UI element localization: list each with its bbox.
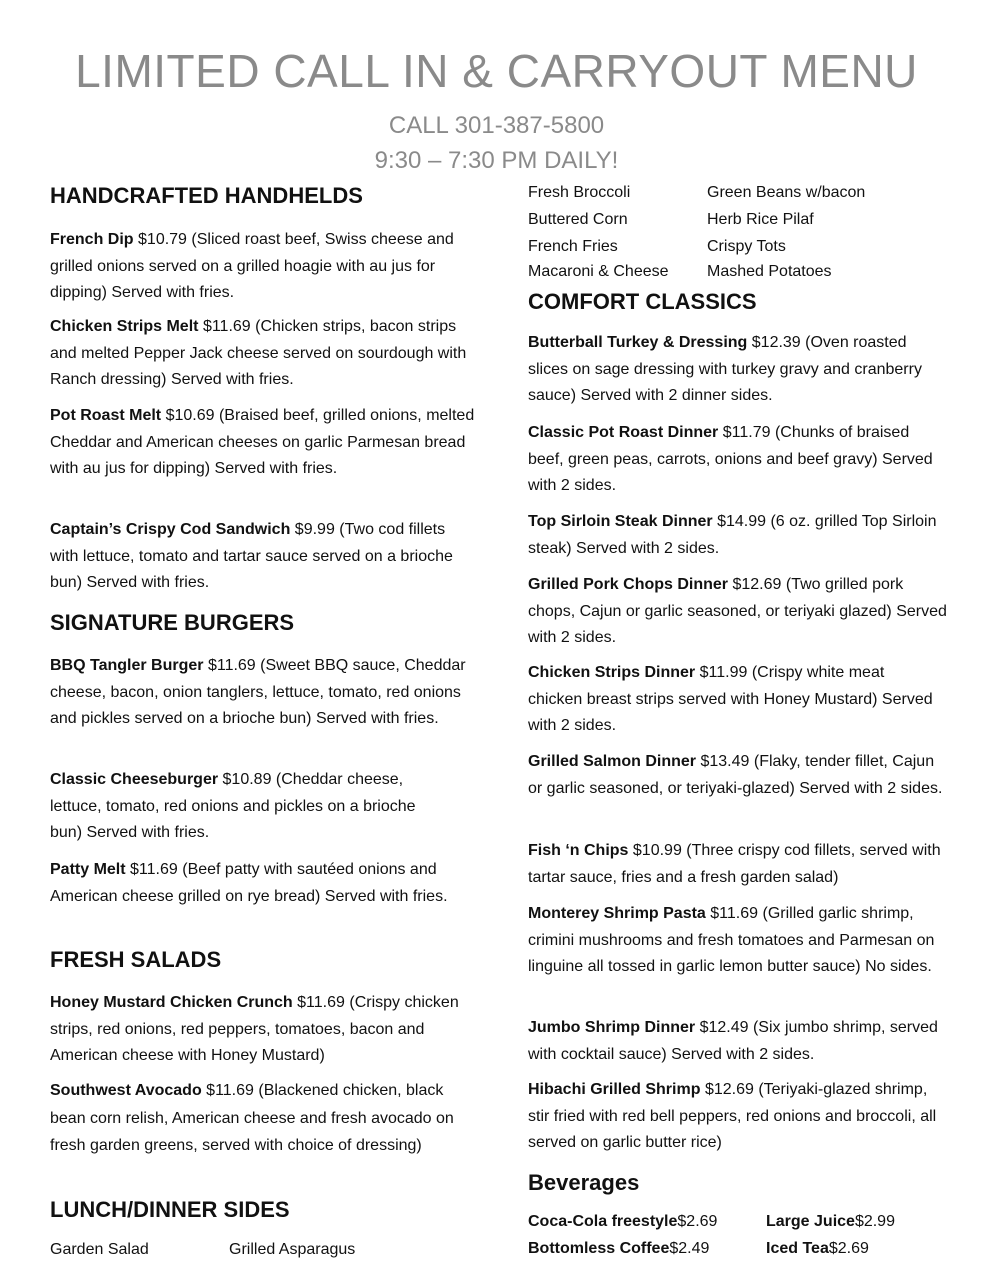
item-price: $2.99 [854,1213,895,1230]
side-item: Crispy Tots [707,238,786,255]
beverage-item [766,1213,895,1231]
item-desc: (6 oz. grilled Top Sirloin steak) Served with 2 sides. [528,513,937,557]
menu-item [50,857,470,910]
item-price: $11.69 [207,657,256,674]
item-price: $12.69 [732,576,782,593]
beverage-item [528,1240,710,1258]
item-name: Chicken Strips Dinner [528,664,696,681]
menu-title: LIMITED CALL IN & CARRYOUT MENU [75,45,918,97]
item-name: Jumbo Shrimp Dinner [528,1019,696,1036]
menu-item [50,403,475,483]
item-name: Iced Tea [766,1240,829,1257]
menu-item [528,330,948,410]
section-title-burgers: SIGNATURE BURGERS [50,610,295,635]
beverage-item [528,1213,718,1231]
item-price: $12.69 [704,1081,754,1098]
item-desc: (Three crispy cod fillets, served with tartar sauce, fries and a fresh garden salad) [528,842,941,886]
menu-item [528,749,948,802]
menu-item [528,1015,948,1068]
menu-item [50,517,470,597]
item-price: $10.79 [138,231,187,248]
item-desc: (Oven roasted slices on sage dressing with turkey gravy and cranberry sauce) Served with 2 dinner sides. [528,334,922,404]
item-name: Classic Cheeseburger [50,771,219,788]
item-name: Captain’s Crispy Cod Sandwich [50,521,291,538]
phone-line: CALL 301-387-5800 [388,112,605,139]
item-name: Classic Pot Roast Dinner [528,424,719,441]
item-desc: (Flaky, tender fillet, Cajun or garlic seasoned, or teriyaki-glazed) Served with 2 sides. [528,753,943,797]
item-name: Southwest Avocado [50,1082,202,1099]
item-price: $2.69 [677,1213,718,1230]
side-item: Macaroni & Cheese [528,263,669,280]
item-price: $10.99 [632,842,682,859]
menu-item [50,767,450,847]
menu-item [528,509,948,562]
item-desc: (Grilled garlic shrimp, crimini mushrooms and fresh tomatoes and Parmesan on linguine all tossed in garlic lemon butter sauce) No sides. [528,905,935,975]
item-price: $14.99 [717,513,767,530]
menu-item [50,653,475,733]
item-desc: (Beef patty with sautéed onions and American cheese grilled on rye bread) Served with fries. [50,861,448,905]
item-price: $11.99 [699,664,748,681]
item-desc: (Sweet BBQ sauce, Cheddar cheese, bacon, onion tanglers, lettuce, tomato, red onions and pickles served on a brioche bun) Served with fries. [50,657,466,727]
hours-line: 9:30 – 7:30 PM DAILY! [374,147,619,174]
item-price: $12.49 [699,1019,749,1036]
item-price: $11.69 [297,994,345,1011]
item-price: $11.69 [206,1082,254,1099]
section-title-sides: LUNCH/DINNER SIDES [50,1197,290,1222]
item-desc: (Braised beef, grilled onions, melted Cheddar and American cheeses on garlic Parmesan bread with au jus for dipping) Served with fries. [50,407,475,477]
item-name: BBQ Tangler Burger [50,657,204,674]
item-desc: (Two grilled pork chops, Cajun or garlic seasoned, or teriyaki glazed) Served with 2 sides. [528,576,947,646]
item-desc: (Teriyaki-glazed shrimp, stir fried with red bell peppers, red onions and broccoli, all served on garlic butter rice) [528,1081,937,1151]
item-price: $11.69 [202,318,251,335]
menu-item [528,420,948,500]
item-name: Fish ‘n Chips [528,842,629,859]
item-name: Pot Roast Melt [50,407,162,424]
item-name: Monterey Shrimp Pasta [528,905,706,922]
item-desc: (Sliced roast beef, Swiss cheese and grilled onions served on a grilled hoagie with au jus for dipping) Served with fries. [50,231,454,301]
item-price: $10.89 [222,771,272,788]
item-name: Coca-Cola freestyle [528,1213,678,1230]
item-desc: (Six jumbo shrimp, served with cocktail sauce) Served with 2 sides. [528,1019,938,1063]
item-price: $2.49 [669,1240,710,1257]
item-name: Honey Mustard Chicken Crunch [50,994,293,1011]
item-price: $10.69 [165,407,215,424]
item-price: $2.69 [828,1240,869,1257]
menu-item [50,227,470,307]
item-desc: (Chicken strips, bacon strips and melted Pepper Jack cheese served on sourdough with Ranch dressing) Served with fries. [50,318,467,388]
item-desc: (Crispy white meat chicken breast strips served with Honey Mustard) Served with 2 sides. [528,664,933,734]
menu-item [50,990,470,1070]
item-name: Bottomless Coffee [528,1240,670,1257]
item-name: Patty Melt [50,861,126,878]
item-price: $11.69 [710,905,759,922]
item-name: Grilled Pork Chops Dinner [528,576,729,593]
menu-item [528,572,953,652]
side-item: French Fries [528,238,618,255]
item-desc: (Two cod fillets with lettuce, tomato and tartar sauce served on a brioche bun) Served with fries. [50,521,453,591]
menu-item [528,901,948,981]
section-title-salads: FRESH SALADS [50,947,222,972]
item-name: Butterball Turkey & Dressing [528,334,748,351]
side-item: Herb Rice Pilaf [707,211,814,228]
menu-item [528,1077,948,1157]
menu-item [528,838,953,891]
item-name: Chicken Strips Melt [50,318,199,335]
menu-item [50,1077,470,1160]
section-title-handhelds: HANDCRAFTED HANDHELDS [50,183,363,208]
item-name: Top Sirloin Steak Dinner [528,513,713,530]
side-item: Grilled Asparagus [229,1241,356,1258]
item-name: Hibachi Grilled Shrimp [528,1081,701,1098]
item-desc: (Cheddar cheese, lettuce, tomato, red onions and pickles on a brioche bun) Served with fries. [50,771,416,841]
item-price: $11.69 [130,861,178,878]
item-price: $12.39 [751,334,801,351]
item-price: $9.99 [294,521,335,538]
menu-item [50,314,470,394]
side-item: Green Beans w/bacon [707,184,866,201]
side-item: Fresh Broccoli [528,184,631,201]
section-title-comfort: COMFORT CLASSICS [528,289,757,314]
item-desc: (Blackened chicken, black bean corn relish, American cheese and fresh avocado on fresh garden greens, served with choice of dressing) [50,1082,454,1154]
beverage-item [766,1240,869,1258]
menu-item [528,660,938,740]
side-item: Buttered Corn [528,211,628,228]
item-name: Grilled Salmon Dinner [528,753,697,770]
item-name: Large Juice [766,1213,855,1230]
item-desc: (Chunks of braised beef, green peas, carrots, onions and beef gravy) Served with 2 sides. [528,424,933,494]
item-price: $13.49 [700,753,750,770]
side-item: Garden Salad [50,1241,149,1258]
item-price: $11.79 [722,424,771,441]
item-name: French Dip [50,231,134,248]
side-item: Mashed Potatoes [707,263,832,280]
item-desc: (Crispy chicken strips, red onions, red peppers, tomatoes, bacon and American cheese with Honey Mustard) [50,994,459,1064]
section-title-beverages: Beverages [528,1170,640,1195]
